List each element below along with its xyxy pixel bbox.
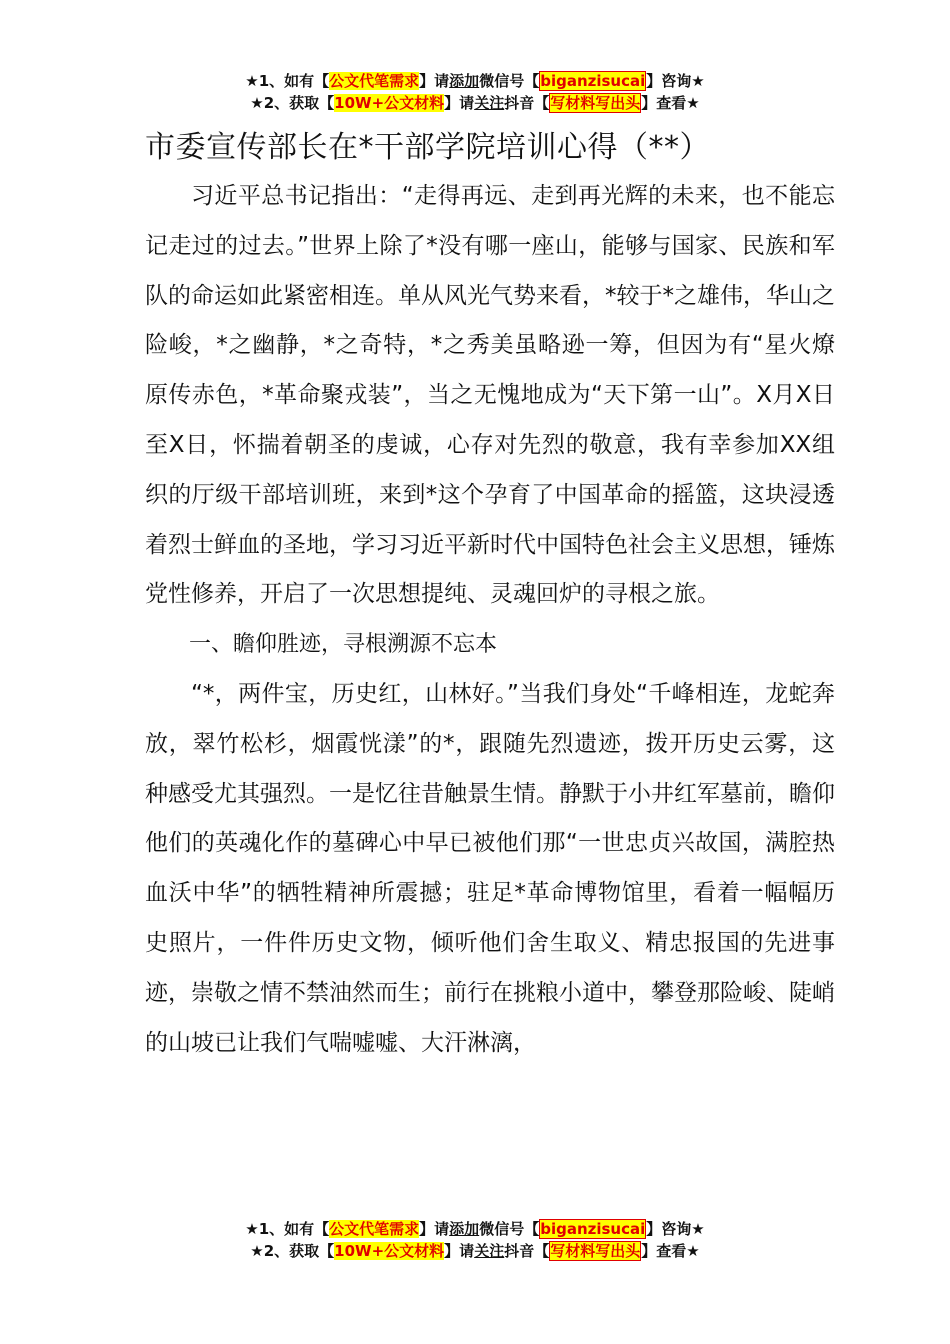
promo-text: 】请: [419, 72, 450, 90]
header-promo-banner: [0, 70, 950, 114]
promo-text: 1、如有【: [258, 1220, 330, 1238]
document-body: [145, 172, 835, 1068]
promo-emphasis: 添加: [449, 1220, 480, 1238]
promo-text: 】请: [444, 94, 475, 112]
promo-text: 微信号【: [479, 1220, 540, 1238]
promo-line-2: [0, 1240, 950, 1262]
star-icon: ★: [250, 94, 264, 112]
promo-text: 抖音【: [504, 1242, 550, 1260]
star-icon: ★: [250, 1242, 264, 1260]
star-icon: ★: [245, 72, 259, 90]
promo-emphasis: 关注: [474, 1242, 505, 1260]
star-icon: ★: [691, 1220, 705, 1238]
promo-text: 1、如有【: [258, 72, 330, 90]
promo-text: 微信号【: [479, 72, 540, 90]
paragraph: 习近平总书记指出：“走得再远、走到再光辉的未来，也不能忘记走过的过去。”世界上除了*没有哪一座山，能够与国家、民族和军队的命运如此紧密相连。单从风光气势来看，*较于*之雄伟，华山之险峻，*之幽静，*之奇特，*之秀美虽略逊一筹，但因为有“星火燎原传赤色，*革命聚戎装”，当之无愧地成为“天下第一山”。X月X日至X日，怀揣着朝圣的虔诚，心存对先烈的敬意，我有幸参加XX组织的厅级干部培训班，来到*这个孕育了中国革命的摇篮，这块浸透着烈士鲜血的圣地，学习习近平新时代中国特色社会主义思想，锤炼党性修养，开启了一次思想提纯、灵魂回炉的寻根之旅。: [145, 183, 835, 608]
footer-promo-banner: [0, 1218, 950, 1262]
document-title: 市委宣传部长在*干部学院培训心得（**）: [145, 130, 710, 165]
douyin-id-highlight: 写材料写出头: [550, 94, 641, 112]
promo-highlight: 公文代笔需求: [329, 72, 420, 90]
promo-line-1: [0, 70, 950, 92]
promo-text: 】咨询: [646, 72, 692, 90]
douyin-id-highlight: 写材料写出头: [550, 1242, 641, 1260]
promo-highlight: 10W+公文材料: [334, 94, 445, 112]
promo-highlight: 10W+公文材料: [334, 1242, 445, 1260]
promo-text: 抖音【: [504, 94, 550, 112]
wechat-id-highlight: biganzisucai: [540, 72, 646, 90]
promo-emphasis: 关注: [474, 94, 505, 112]
promo-line-2: [0, 92, 950, 114]
promo-line-1: [0, 1218, 950, 1240]
promo-text: 】查看: [641, 94, 687, 112]
section-heading: 一、瞻仰胜迹，寻根溯源不忘本: [189, 632, 498, 658]
star-icon: ★: [245, 1220, 259, 1238]
star-icon: ★: [686, 1242, 700, 1260]
star-icon: ★: [686, 94, 700, 112]
promo-text: 2、获取【: [263, 94, 335, 112]
star-icon: ★: [691, 72, 705, 90]
paragraph: “*，两件宝，历史红，山林好。”当我们身处“千峰相连，龙蛇奔放，翠竹松杉，烟霞恍漾”的*，跟随先烈遗迹，拨开历史云雾，这种感受尤其强烈。一是忆往昔触景生情。静默于小井红军墓前，瞻仰他们的英魂化作的墓碑心中早已被他们那“一世忠贞兴故国，满腔热血沃中华”的牺牲精神所震撼；驻足*革命博物馆里，看着一幅幅历史照片，一件件历史文物，倾听他们舍生取义、精忠报国的先进事迹，崇敬之情不禁油然而生；前行在挑粮小道中，攀登那险峻、陡峭的山坡已让我们气喘嘘嘘、大汗淋漓，: [145, 680, 835, 1056]
promo-text: 】查看: [641, 1242, 687, 1260]
promo-highlight: 公文代笔需求: [329, 1220, 420, 1238]
promo-emphasis: 添加: [449, 72, 480, 90]
promo-text: 】咨询: [646, 1220, 692, 1238]
promo-text: 2、获取【: [263, 1242, 335, 1260]
promo-text: 】请: [419, 1220, 450, 1238]
promo-text: 】请: [444, 1242, 475, 1260]
wechat-id-highlight: biganzisucai: [540, 1220, 646, 1238]
